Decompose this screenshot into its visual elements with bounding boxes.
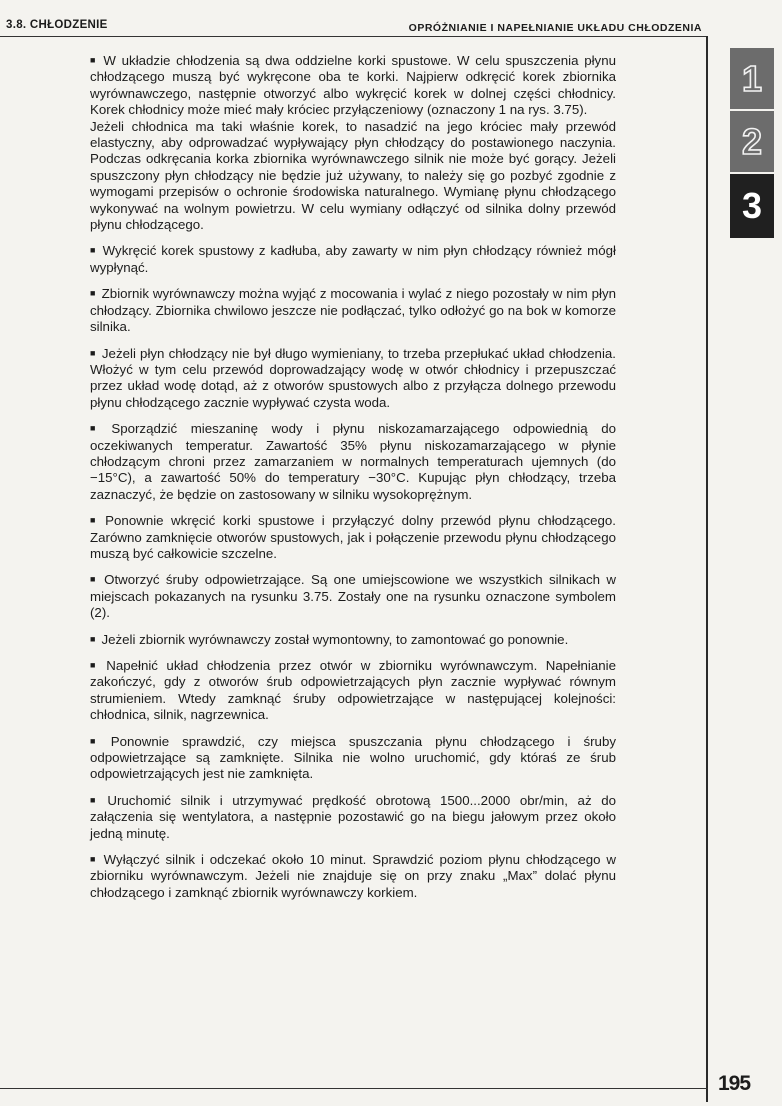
chapter-tab-2[interactable]: 2	[730, 111, 774, 172]
chapter-tab-1[interactable]: 1	[730, 48, 774, 109]
paragraph	[90, 733, 616, 783]
paragraph-text: Ponownie sprawdzić, czy miejsca spuszczania płynu chłodzącego i śruby odpowietrzające są zamknięte. Silnika nie wolno uruchomić, gdy któraś ze śrub odpowietrzających jest nie zamknięta.	[90, 733, 616, 782]
paragraph	[90, 52, 616, 119]
paragraph	[90, 657, 616, 724]
paragraph-text: Otworzyć śruby odpowietrzające. Są one umiejscowione we wszystkich silnikach w miejscach pokazanych na rysunku 3.75. Zostały one na rysunku oznaczone symbolem (2).	[90, 572, 617, 621]
section-label: 3.8. CHŁODZENIE	[6, 19, 108, 31]
bullet-icon: ■	[90, 515, 100, 526]
paragraph	[90, 851, 616, 901]
paragraph	[90, 345, 616, 412]
paragraph-text: Jeżeli chłodnica ma taki właśnie korek, to nasadzić na jego króciec mały przewód elastyczny, aby odprowadzać wypływający płyn chłodzący do postawionego naczynia. Podczas odkręcania korka zbiornika wyrównawczego silnik nie może być gorący. Jeżeli spuszczony płyn chłodzący nie będzie już używany, to należy się go pozbyć zgodnie z wymogami przepisów o ochronie środowiska naturalnego. Wymianę płynu chłodzącego wykonywać na wolnym powietrzu. W celu wymiany odłączyć od silnika dolny przewód płynu chłodzącego.	[90, 118, 616, 233]
paragraph	[90, 571, 616, 621]
paragraph-text: Sporządzić mieszaninę wody i płynu niskozamarzającego odpowiednią do oczekiwanych temperatur. Zawartość 35% płynu niskozamarzającego w płynie chłodzącym chroni przez zamarzaniem w normalnych temperaturach ujemnych (do −15°C), a zawartość 50% do temperatury −30°C. Kupując płyn chłodzący, trzeba zaznaczyć, że będzie on zastosowany w silniku wysokoprężnym.	[90, 421, 616, 502]
bullet-icon: ■	[90, 55, 98, 65]
paragraph	[90, 512, 616, 562]
header-divider	[0, 36, 708, 37]
bullet-icon: ■	[90, 423, 106, 434]
page-number: 195	[718, 1072, 751, 1095]
paragraph-text: Jeżeli płyn chłodzący nie był długo wymieniany, to trzeba przepłukać układ chłodzenia. Włożyć w tym celu przewód doprowadzający wodę w otwór chłodnicy i przepuszczać przez układ wodę dotąd, aż z otworów spustowych albo z przyłącza dolnego przewodu płynu chłodzącego zacznie wypływać czysta woda.	[90, 345, 616, 410]
bullet-icon: ■	[90, 854, 98, 865]
paragraph-text: Wykręcić korek spustowy z kadłuba, aby zawarty w nim płyn chłodzący również mógł wypłynąć.	[90, 243, 616, 275]
footer-divider	[0, 1088, 708, 1089]
paragraph-text: W układzie chłodzenia są dwa oddzielne korki spustowe. W celu spuszczenia płynu chłodzącego muszą być wykręcone oba te korki. Najpierw odkręcić korek zbiornika wyrównawczego, następnie otworzyć albo wykręcić korek w dolnej części chłodnicy. Korek chłodnicy może mieć mały króciec przyłączeniowy (oznaczony 1 na rys. 3.75).	[90, 53, 616, 118]
paragraph	[90, 242, 616, 276]
paragraph-text: Napełnić układ chłodzenia przez otwór w zbiorniku wyrównawczym. Napełnianie zakończyć, gdy z otworów śrub odpowietrzających płyn zacznie wypływać równym strumieniem. Wtedy zamknąć śruby odpowietrzające w następującej kolejności: chłodnica, silnik, nagrzewnica.	[90, 658, 616, 723]
paragraph-text: Zbiornik wyrównawczy można wyjąć z mocowania i wylać z niego pozostały w nim płyn chłodzący. Zbiornika chwilowo jeszcze nie podłączać, tylko odłożyć go na bok w komorze silnika.	[90, 286, 616, 335]
paragraph	[90, 420, 616, 503]
bullet-icon: ■	[90, 288, 96, 299]
bullet-icon: ■	[90, 633, 96, 644]
bullet-icon: ■	[90, 574, 99, 585]
chapter-tab-3[interactable]: 3	[730, 174, 774, 238]
bullet-icon: ■	[90, 245, 97, 256]
bullet-icon: ■	[90, 794, 102, 805]
paragraph-text: Ponownie wkręcić korki spustowe i przyłączyć dolny przewód płynu chłodzącego. Zarówno zamknięcie otworów spustowych, jak i połączenie przewodu płynu chłodzącego muszą być całkowicie szczelne.	[90, 513, 617, 561]
paragraph-text: Jeżeli zbiornik wyrównawczy został wymontowny, to zamontować go ponownie.	[101, 631, 569, 647]
paragraph	[90, 631, 616, 648]
bullet-icon: ■	[90, 735, 105, 746]
chapter-tabs	[730, 48, 774, 240]
body-text	[90, 52, 616, 910]
bullet-icon: ■	[90, 660, 101, 670]
page-title: OPRÓŻNIANIE I NAPEŁNIANIE UKŁADU CHŁODZENIA	[408, 22, 702, 34]
paragraph	[90, 792, 616, 842]
paragraph-text: Uruchomić silnik i utrzymywać prędkość obrotową 1500...2000 obr/min, aż do załączenia się wentylatora, a następnie pozostawić go na biegu jałowym przez około jedną minutę.	[90, 792, 617, 841]
bullet-icon: ■	[90, 347, 96, 358]
margin-divider	[706, 36, 708, 1102]
paragraph-text: Wyłączyć silnik i odczekać około 10 minut. Sprawdzić poziom płynu chłodzącego w zbiorniku wyrównawczym. Jeżeli nie znajduje się on przy znaku „Max” dolać płynu chłodzącego i zamknąć zbiornik wyrównawczy korkiem.	[90, 852, 617, 900]
paragraph	[90, 285, 616, 335]
page-header	[0, 16, 708, 38]
paragraph	[90, 119, 616, 234]
